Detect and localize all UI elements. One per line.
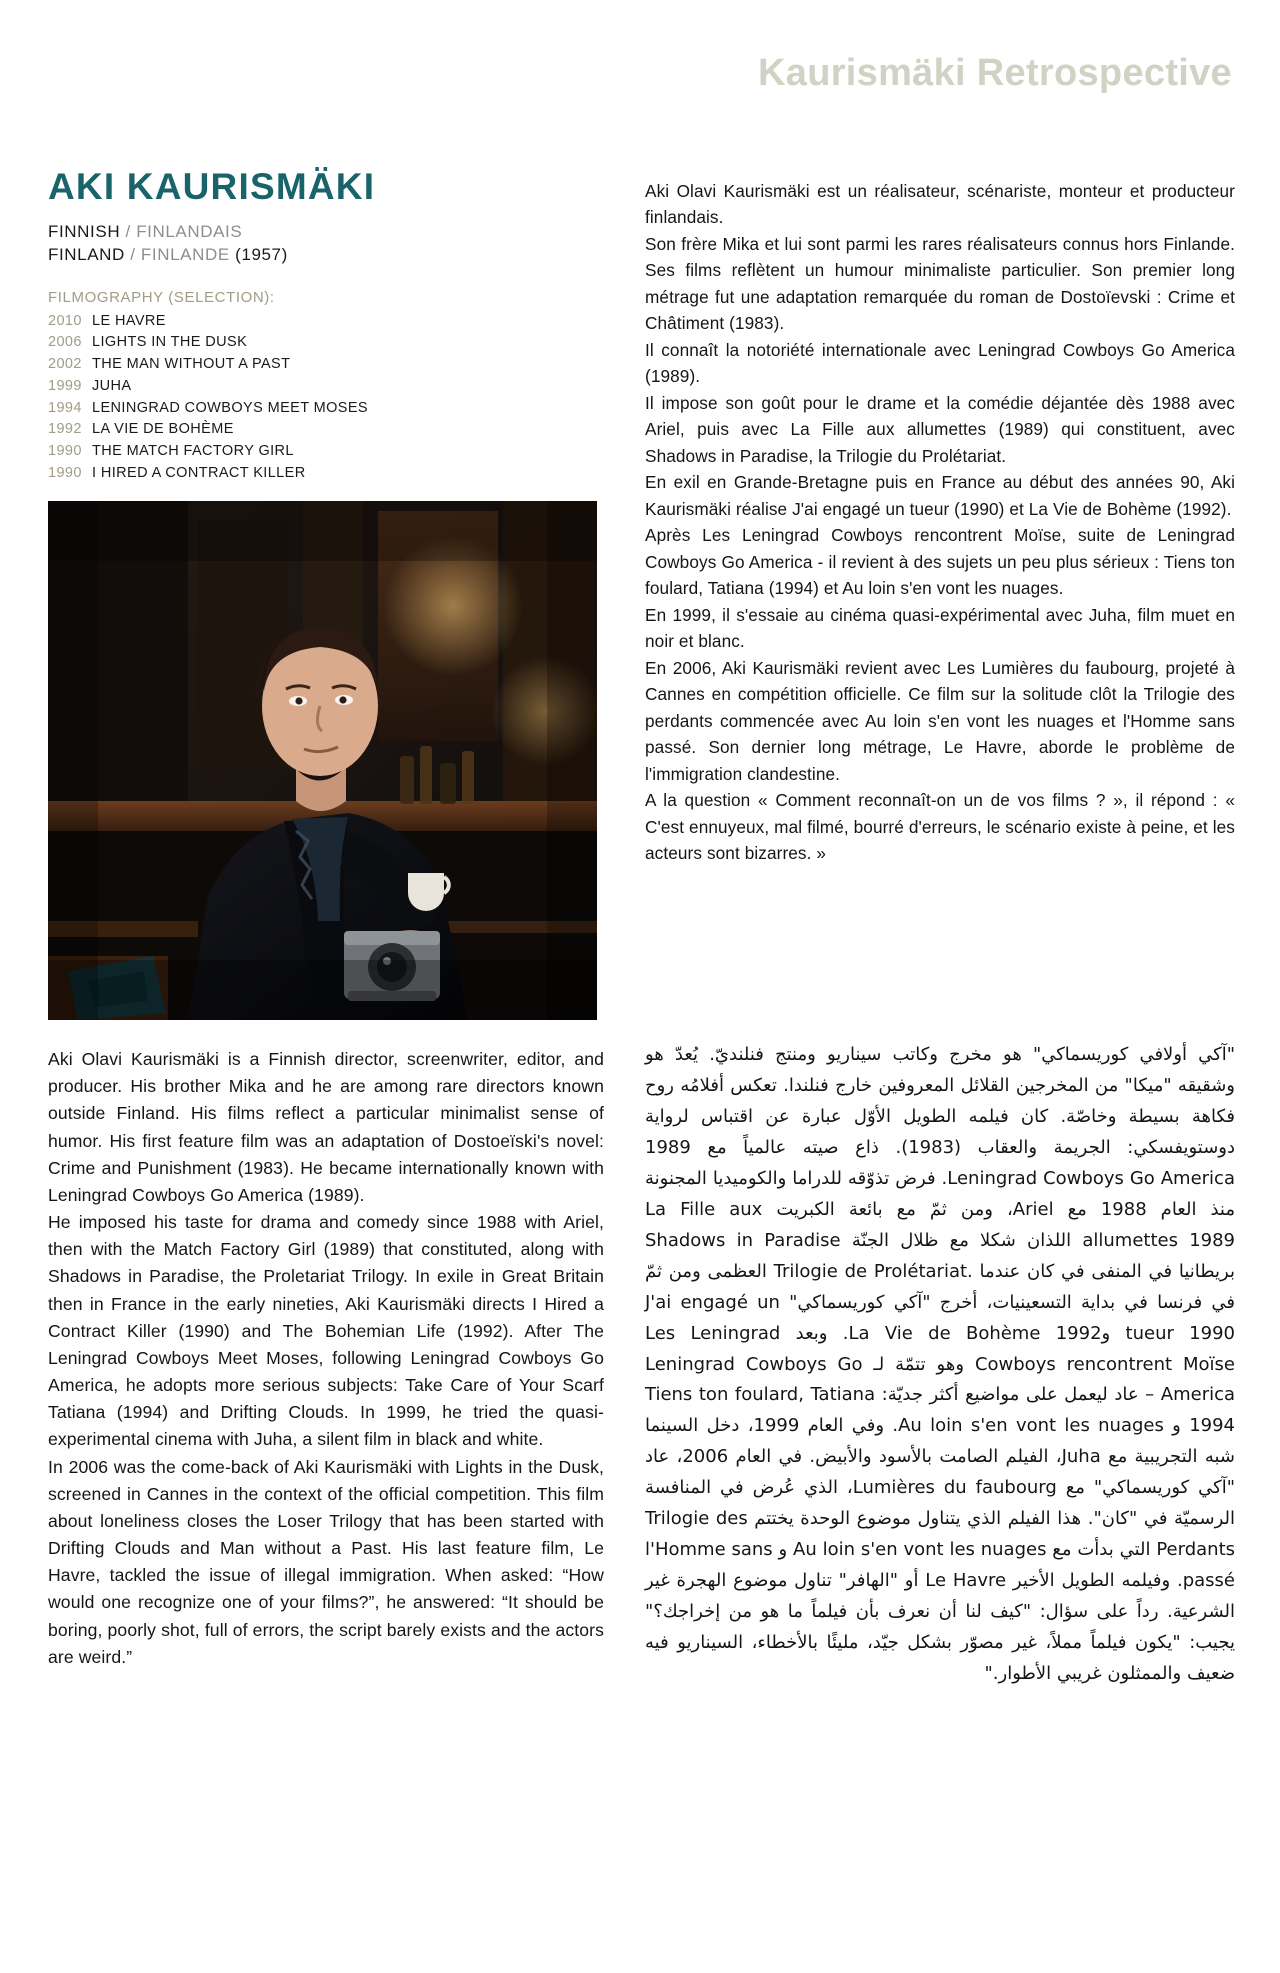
portrait-illustration [48,501,597,1020]
country-line [48,244,628,267]
country-en: FINLAND [48,244,125,264]
biography-english [48,1046,604,1671]
page-header-title: Kaurismäki Retrospective [758,52,1232,94]
filmography-label: FILMOGRAPHY (SELECTION): [48,288,275,306]
biography-french-text: Après Les Leningrad Cowboys rencontrent Moïse, suite de Leningrad Cowboys Go America - il revient à des sujets un peu plus sérieux : Tiens ton foulard, Tatiana (1994) et Au loin s'en vont les nuages. [645,525,1235,599]
biography-english-text: In 2006 was the come-back of Aki Kaurismäki with Lights in the Dusk, screened in Cannes in the context of the official competition. This film about loneliness closes the Loser Trilogy that has been started with Drifting Clouds and Man without a Past. His last feature film, Le Havre, tackled the issue of illegal immigration. When asked: “How would one recognize one of your films?”, he answered: “It should be boring, poorly shot, full of errors, the script barely exists and the actors are weird.” [48,1456,604,1667]
biography-french-text: En 1999, il s'essaie au cinéma quasi-expérimental avec Juha, film muet en noir et blanc. [645,604,1235,652]
biography-english-text: Aki Olavi Kaurismäki is a Finnish director, screenwriter, editor, and producer. His brother Mika and he are among rare directors known outside Finland. His films reflect a particular minimalist sense of humor. His first feature film was an adaptation of Dostoeïski's novel: Crime and Punishment (1983). He became internationally known with Leningrad Cowboys Go America (1989). [48,1049,604,1205]
biography-english-text: He imposed his taste for drama and comedy since 1988 with Ariel, then with the Match Factory Girl (1989) that constituted, along with Shadows in Paradise, the Proletariat Trilogy. In exile in Great Britain then in France in the early nineties, Aki Kaurismäki directs I Hired a Contract Killer (1990) and The Bohemian Life (1992). After The Leningrad Cowboys Meet Moses, following Leningrad Cowboys Go America, he adopts more serious subjects: Take Care of Your Scarf Tatiana (1994) and Drifting Clouds. In 1999, he tried the quasi-experimental cinema with Juha, a silent film in black and white. [48,1212,604,1450]
film-title: THE MATCH FACTORY GIRL [92,443,294,460]
director-portrait [48,501,597,1020]
director-profile-block [48,168,628,485]
biography-french [645,178,1235,867]
nationality-en: FINNISH [48,221,121,241]
film-year: 1990 [48,464,82,481]
biography-french-text: En exil en Grande-Bretagne puis en France au début des années 90, Aki Kaurismäki réalise J'ai engagé un tueur (1990) et La Vie de Bohème (1992). [645,472,1235,519]
page-title: AKI KAURISMÄKI [48,166,376,207]
film-year: 2010 [48,312,82,329]
film-year: 1990 [48,443,82,460]
film-title: LA VIE DE BOHÈME [92,421,234,438]
film-title: JUHA [92,377,132,394]
biography-french-text: Il connaît la notoriété internationale avec Leningrad Cowboys Go America (1989). [645,339,1235,387]
filmography-list [48,311,628,485]
film-title: I HIRED A CONTRACT KILLER [92,464,306,481]
nationality-separator: / [120,221,137,241]
film-year: 1999 [48,377,82,394]
nationality-fr: FINLANDAIS [136,221,243,241]
list-item [48,419,628,441]
list-item [48,311,628,333]
biography-arabic [645,1040,1235,1690]
biography-french-text: A la question « Comment reconnaît-on un de vos films ? », il répond : « C'est ennuyeux, mal filmé, bourré d'erreurs, le scénario existe à peine, et les acteurs sont bizarres. » [645,790,1235,864]
list-item [48,398,628,420]
country-fr: FINLANDE [140,244,230,264]
film-year: 2006 [48,334,82,351]
film-year: 2002 [48,356,82,373]
film-title: THE MAN WITHOUT A PAST [92,356,291,373]
film-year: 1992 [48,421,82,438]
biography-french-text: Il impose son goût pour le drame et la comédie déjantée dès 1988 avec Ariel, puis avec La Fille aux allumettes (1989) qui constituent, avec Shadows in Paradise, la Trilogie du Prolétariat. [645,392,1235,466]
film-title: LE HAVRE [92,312,166,329]
nationality-line [48,221,628,244]
list-item [48,354,628,376]
country-separator: / [124,244,141,264]
biography-french-text: Son frère Mika et lui sont parmi les rares réalisateurs connus hors Finlande. Ses films reflètent un humour minimaliste particulier. Son premier long métrage fut une adaptation remarquée du roman de Dostoïevski : Crime et Châtiment (1983). [645,233,1235,334]
list-item [48,376,628,398]
film-title: LIGHTS IN THE DUSK [92,334,248,351]
birth-year-value: (1957) [235,244,288,264]
list-item [48,332,628,354]
film-year: 1994 [48,399,82,416]
list-item [48,441,628,463]
biography-french-text: Aki Olavi Kaurismäki est un réalisateur, scénariste, monteur et producteur finlandais. [645,181,1235,228]
film-title: LENINGRAD COWBOYS MEET MOSES [92,399,369,416]
biography-arabic-text: "آكي أولافي كوريسماكي" هو مخرج وكاتب سيناريو ومنتج فنلنديّ. يُعدّ هو وشقيقه "ميكا" من المخرجين القلائل المعروفين خارج فنلندا. تعكس أفلامُه روح فكاهة بسيطة وخاصّة. كان فيلمه الطويل الأوّل عبارة عن اقتباس لرواية دوستويفسكي: الجريمة والعقاب (1983). ذاع صيته عالمياً مع 1989 Leningrad Cowboys Go America. فرض تذوّقه للدراما والكوميديا المجنونة منذ العام 1988 مع Ariel، ومن ثمّ مع بائعة الكبريت La Fille aux allumettes 1989 اللذان شكلا مع ظلال الجنّة Shadows in Paradise بريطانيا في المنفى في كان عندما .Trilogie de Prolétariat العظمى ومن ثمّ في فرنسا في بداية التسعينيات، أخرج "آكي كوريسماكي" J'ai engagé un tueur 1990 وLa Vie de Bohème 1992. وبعد Les Leningrad Cowboys rencontrent Moïse وهو تتمّة لـ Leningrad Cowboys Go America – عاد ليعمل على مواضيع أكثر جديّة: Tiens ton foulard, Tatiana 1994 و Au loin s'en vont les nuages. وفي العام 1999، دخل السينما شبه التجريبية مع Juha، الفيلم الصامت بالأسود والأبيض. في العام 2006، عاد "آكي كوريسماكي" مع Lumières du faubourg، الذي عُرض في المنافسة الرسميّة في "كان". هذا الفيلم الذي يتناول موضوع الوحدة يختتم Trilogie des Perdants التي بدأت مع Au loin s'en vont les nuages و l'Homme sans passé. وفيلمه الطويل الأخير Le Havre أو "الهافر" تناول موضوع الهجرة غير الشرعية. رداً على سؤال: "كيف لنا أن نعرف بأن فيلماً ما هو من إخراجك؟" يجيب: "يكون فيلماً مملاً، غير مصوّر بشكل جيّد، مليئًا بالأخطاء، السيناريو فيه ضعيف والممثلون غريبي الأطوار." [645,1044,1236,1685]
biography-french-text: En 2006, Aki Kaurismäki revient avec Les Lumières du faubourg, projeté à Cannes en compétition officielle. Ce film sur la solitude clôt la Trilogie des perdants commencée avec Au loin s'en vont les nuages et l'Homme sans passé. Son dernier long métrage, Le Havre, aborde le problème de l'immigration clandestine. [645,657,1235,784]
list-item [48,463,628,485]
